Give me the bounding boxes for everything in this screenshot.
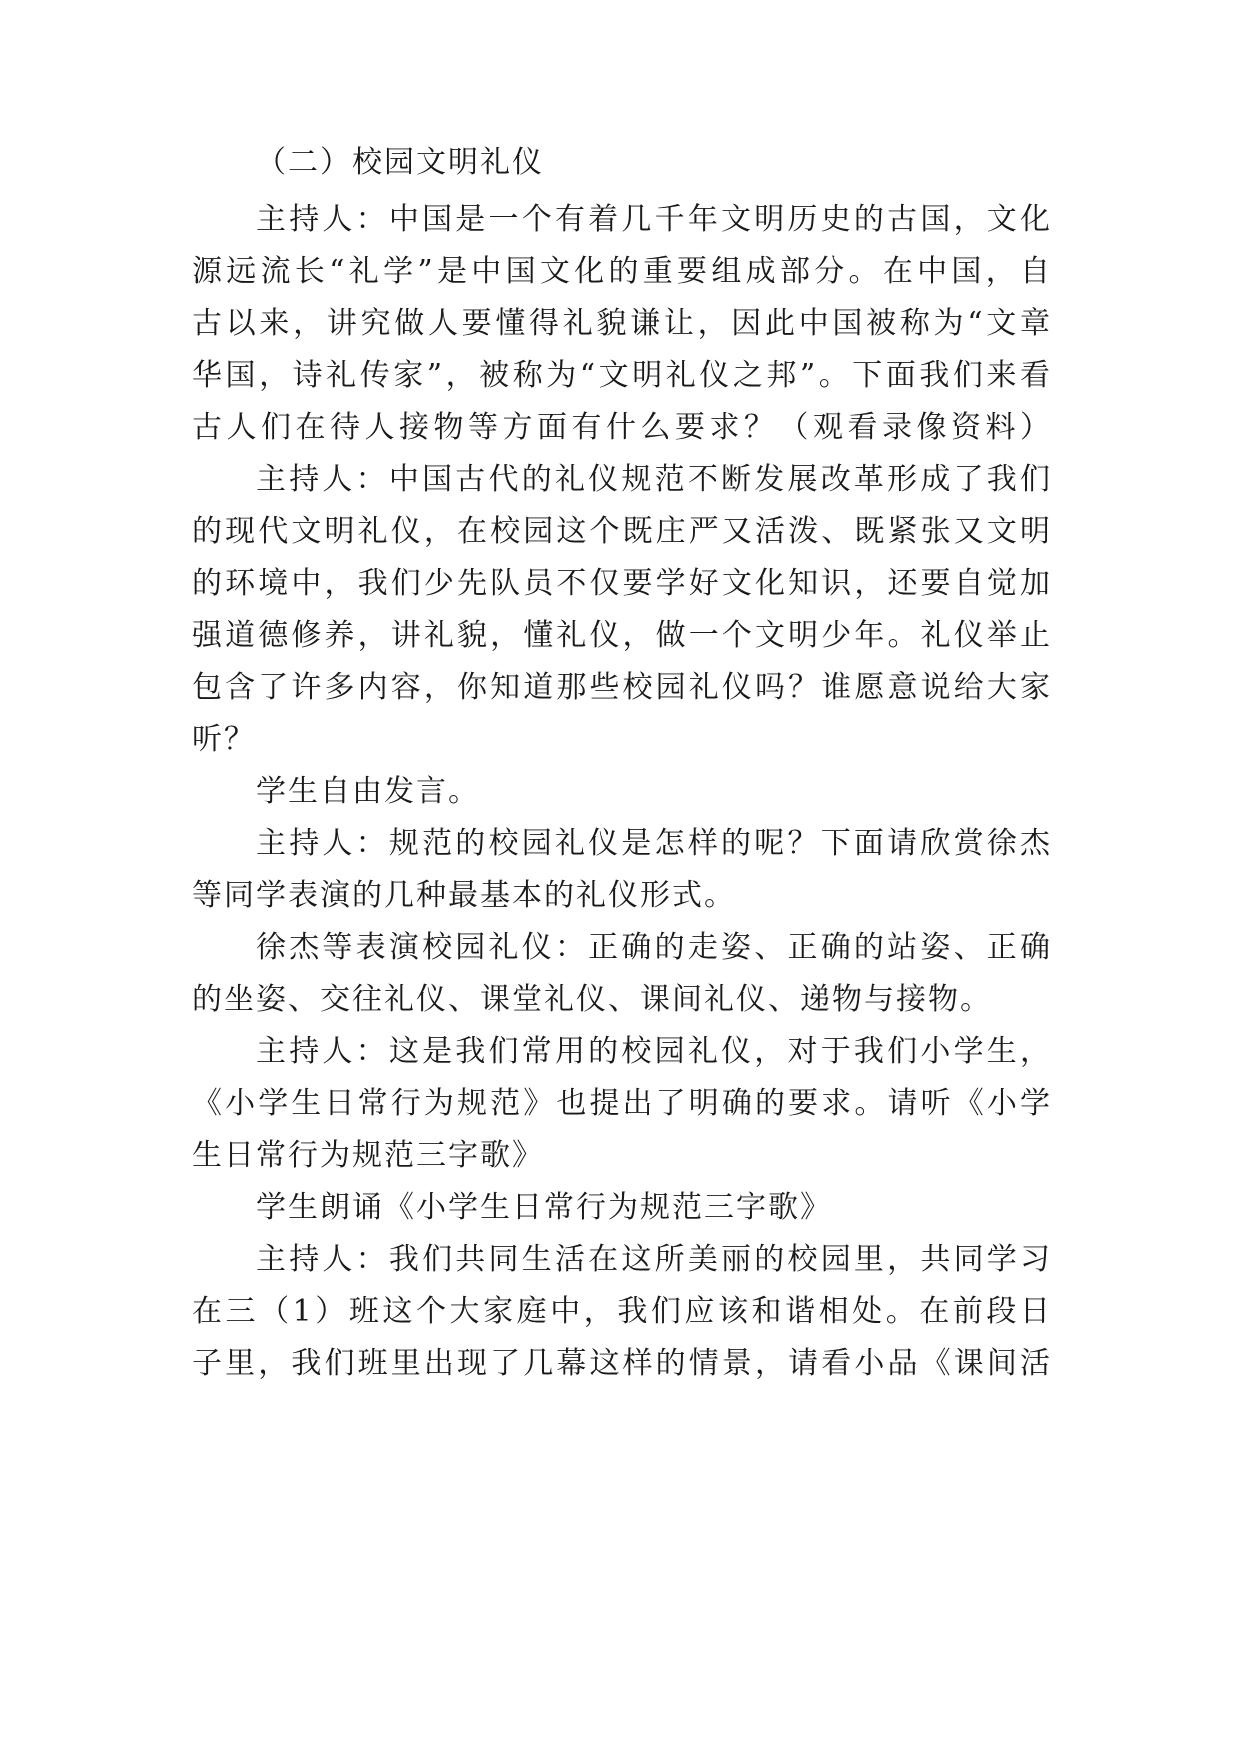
- paragraph-line: 学生朗诵《小学生日常行为规范三字歌》: [256, 1190, 832, 1225]
- paragraph-line: 包含了许多内容，你知道那些校园礼仪吗？谁愿意说给大家: [192, 670, 1052, 705]
- paragraph-line: 华国，诗礼传家”，被称为“文明礼仪之邦”。下面我们来看: [192, 358, 1052, 393]
- paragraph-line: 生日常行为规范三字歌》: [192, 1138, 544, 1173]
- paragraph-line: 主持人：中国古代的礼仪规范不断发展改革形成了我们: [256, 462, 1052, 497]
- paragraph-line: 强道德修养，讲礼貌，懂礼仪，做一个文明少年。礼仪举止: [192, 618, 1052, 653]
- paragraph-line: 主持人：规范的校园礼仪是怎样的呢？下面请欣赏徐杰: [256, 826, 1052, 861]
- paragraph-line: 的现代文明礼仪，在校园这个既庄严又活泼、既紧张又文明: [192, 514, 1052, 549]
- paragraph-line: 听？: [192, 722, 256, 757]
- paragraph-line: 的坐姿、交往礼仪、课堂礼仪、课间礼仪、递物与接物。: [192, 982, 992, 1017]
- paragraph-line: 在三（1）班这个大家庭中，我们应该和谐相处。在前段日: [192, 1294, 1052, 1329]
- paragraph-line: 主持人：中国是一个有着几千年文明历史的古国，文化: [256, 202, 1052, 237]
- paragraph-line: 学生自由发言。: [256, 774, 480, 809]
- paragraph-line: 子里，我们班里出现了几幕这样的情景，请看小品《课间活: [192, 1346, 1052, 1381]
- paragraph-line: 源远流长“礼学”是中国文化的重要组成部分。在中国，自: [192, 254, 1052, 289]
- paragraph-line: 等同学表演的几种最基本的礼仪形式。: [192, 878, 736, 913]
- paragraph-line: 《小学生日常行为规范》也提出了明确的要求。请听《小学: [192, 1086, 1052, 1121]
- paragraph-line: 的环境中，我们少先队员不仅要学好文化知识，还要自觉加: [192, 566, 1052, 601]
- paragraph-line: 徐杰等表演校园礼仪：正确的走姿、正确的站姿、正确: [256, 930, 1052, 965]
- paragraph-line: 古以来，讲究做人要懂得礼貌谦让，因此中国被称为“文章: [192, 306, 1052, 341]
- paragraph-line: 主持人：我们共同生活在这所美丽的校园里，共同学习: [256, 1242, 1052, 1277]
- paragraph-line: 古人们在待人接物等方面有什么要求？（观看录像资料）: [192, 410, 1052, 445]
- paragraph-line: 主持人：这是我们常用的校园礼仪，对于我们小学生，: [256, 1034, 1052, 1069]
- section-heading: （二）校园文明礼仪: [256, 145, 544, 180]
